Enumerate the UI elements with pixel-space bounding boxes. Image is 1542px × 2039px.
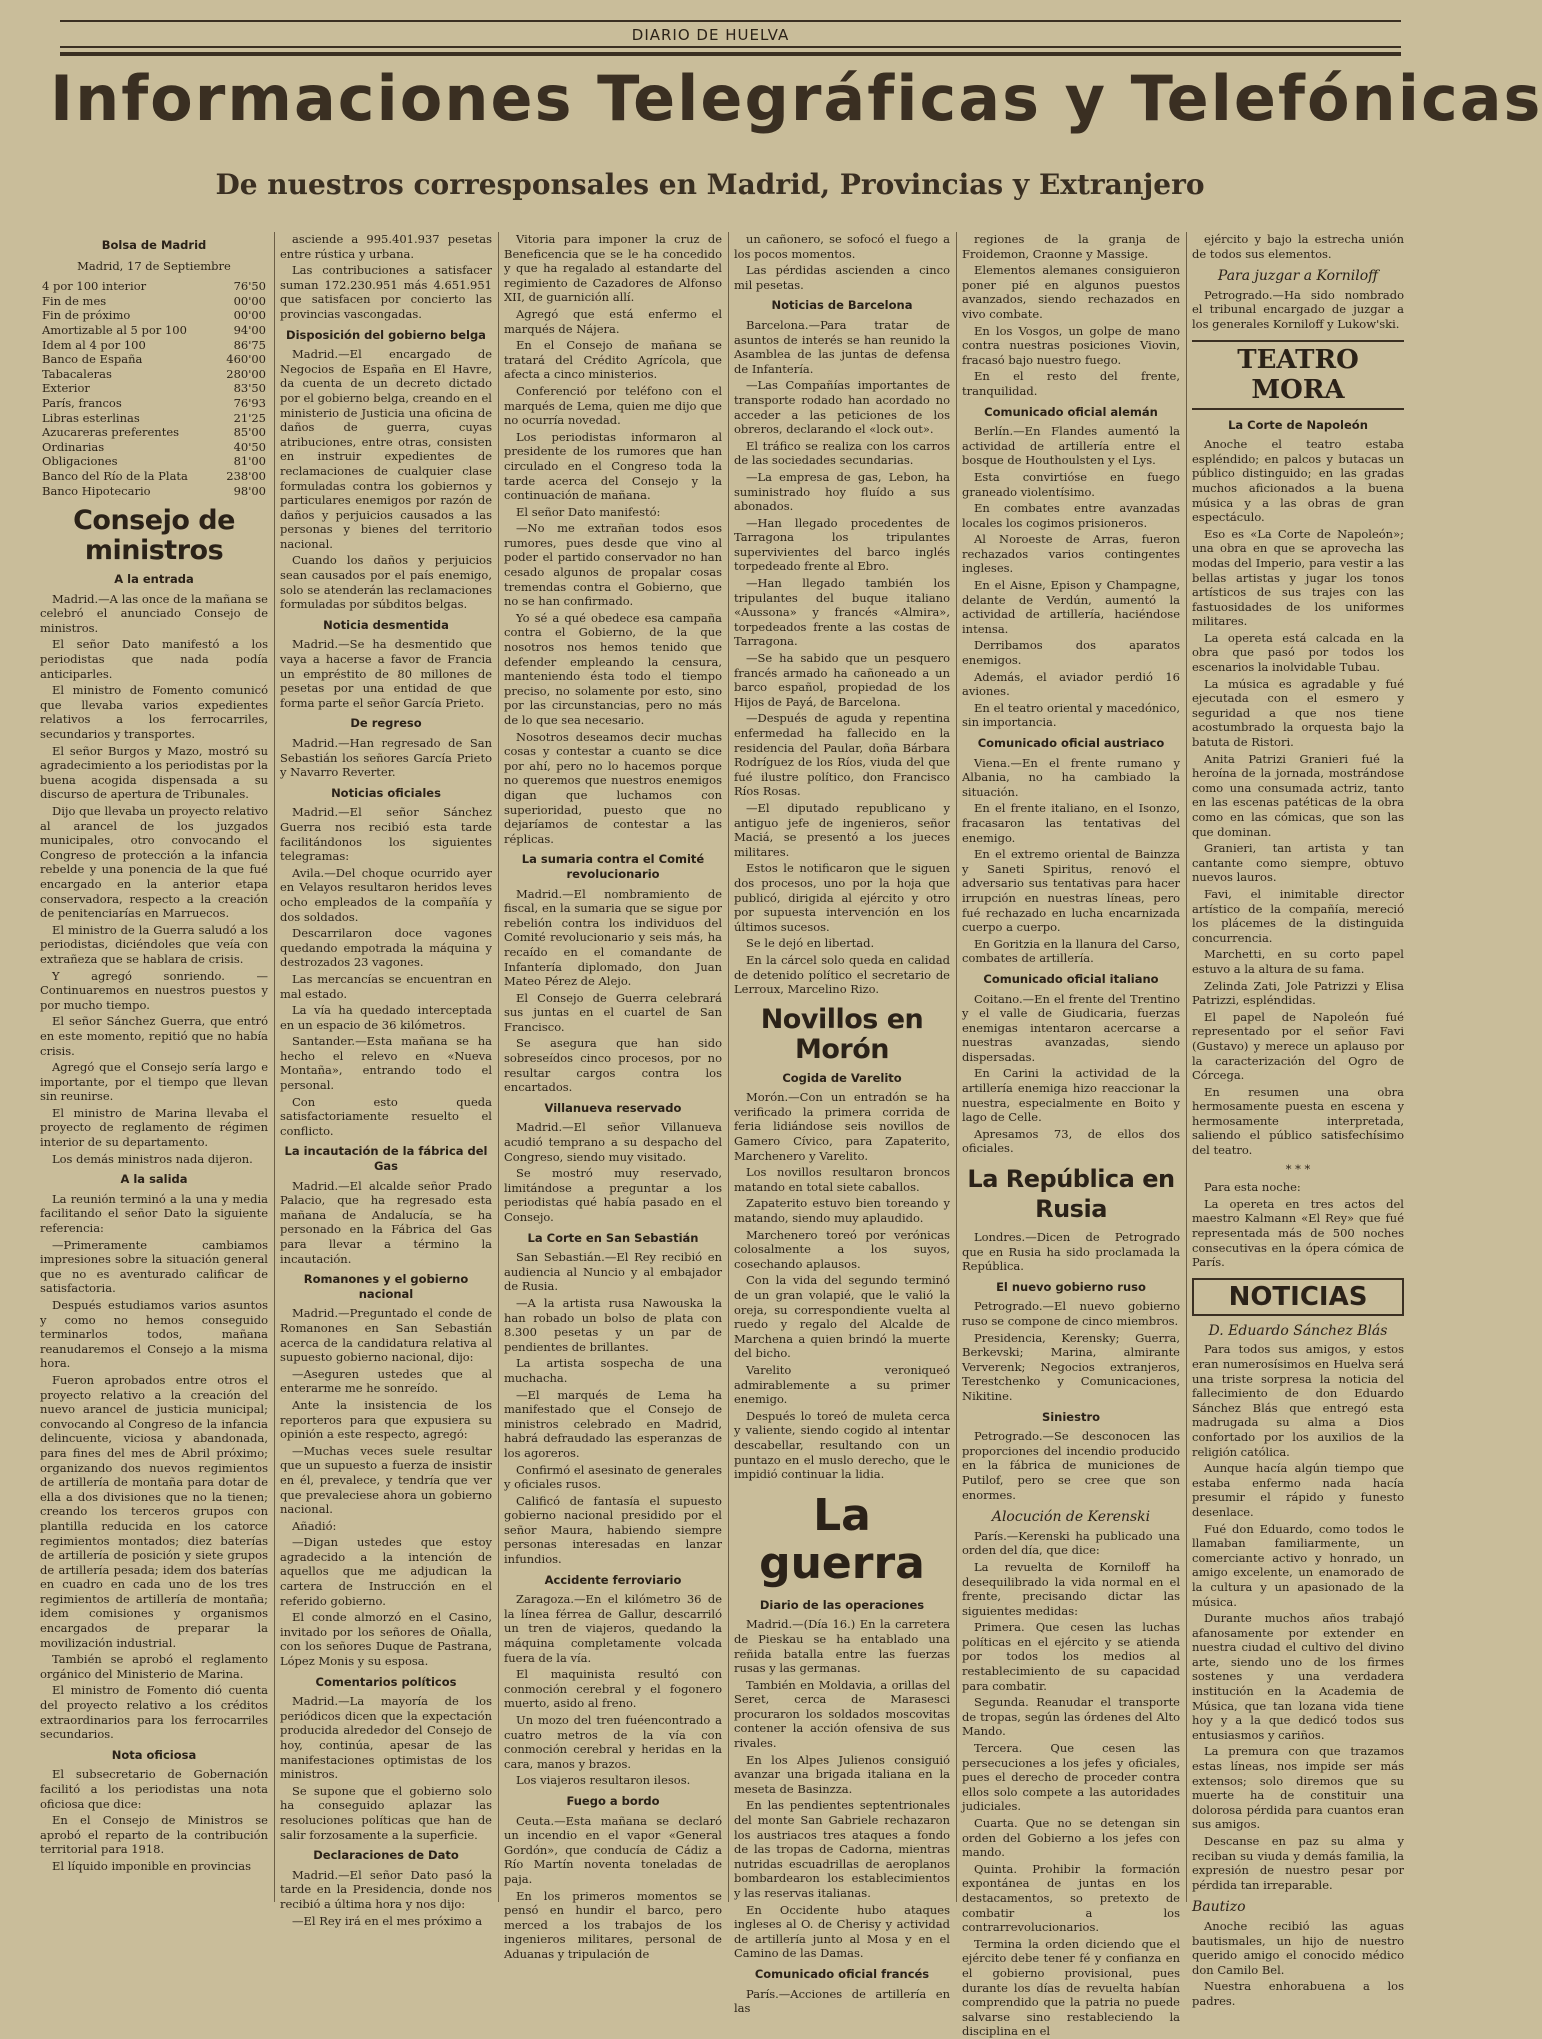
stars-separator: * * * xyxy=(1285,1161,1311,1176)
col1-p7: Y agregó sonriendo. — Continuaremos en nuestros puestos y por mucho tiempo. xyxy=(40,968,268,1012)
col4-p27: París.—Acciones de artillería en las xyxy=(734,1986,950,2016)
col2-p19: Añadió: xyxy=(292,1518,337,1533)
col6-p1: ejército y bajo la estrecha unión de todos sus elementos. xyxy=(1192,232,1404,261)
col1-p13: —Primeramente cambiamos impresiones sobre la situación general que no es aventurado calificar de satisfactoria. xyxy=(40,1237,268,1296)
col3-p19: Confirmó el asesinato de generales y oficiales rusos. xyxy=(504,1462,722,1492)
col2-h6: Romanones y el gobierno nacional xyxy=(303,1272,469,1301)
col6-p22: Anoche recibió las aguas bautismales, un hijo de nuestro querido amigo el conocido médico don Camilo Bel. xyxy=(1192,1918,1404,1977)
stock-value: 00'00 xyxy=(233,293,266,308)
col6-p16: Para todos sus amigos, y estos eran numerosísimos en Huelva será una triste sorpresa la noticia del fallecimiento de don Eduardo Sánchez Blás que entregó esta madrugada su alma a Dios confortado por los auxilios de la religión católica. xyxy=(1192,1342,1404,1459)
col2-p23: Se supone que el gobierno solo ha conseguido aplazar las resoluciones políticas que han de salir forzosamente a la superficie. xyxy=(280,1783,492,1842)
stock-value: 85'00 xyxy=(233,425,266,440)
col6-p5: La opereta está calcada en la obra que pasó por todos los escenarios la inolvidable Tubau. xyxy=(1192,630,1404,675)
column-3 xyxy=(504,232,722,1961)
col2-p25: —El Rey irá en el mes próximo a xyxy=(292,1913,483,1928)
col4-p15: Morón.—Con un entradón se ha verificado la primera corrida de feria lidiándose seis novillos de Gamero Cívico, para Zapaterito, Marchenero y Varelito. xyxy=(734,1090,950,1163)
col5-p18: En Carini la actividad de la artillería enemiga hizo reaccionar la nuestra, especialmente en Boito y lago de Celle. xyxy=(962,1066,1180,1125)
col4-p1: un cañonero, se sofocó el fuego a los pocos momentos. xyxy=(734,232,950,261)
col3-p26: En los primeros momentos se pensó en hundir el barco, pero merced a los trabajos de los ingenieros militares, personal de Aduanas y tripulación de xyxy=(504,1888,722,1961)
col3-p10: Madrid.—El nombramiento de fiscal, en la sumaria que se sigue por rebelión contra los individuos del Comité revolucionario y seis más, ha recaído en el comandante de Infantería diplomado, don Juan Mateo Pérez de Alejo. xyxy=(504,886,722,989)
stock-row xyxy=(40,440,268,455)
stock-value: 94'00 xyxy=(233,322,266,337)
republica-title: La República en Rusia xyxy=(967,1165,1175,1224)
col6-p12: El papel de Napoleón fué representado por el señor Favi (Gustavo) y merece un aplauso por la caracterización del Ogro de Córcega. xyxy=(1192,1009,1404,1083)
col6-h1: La Corte de Napoleón xyxy=(1228,417,1368,432)
col3-p1: Vitoria para imponer la cruz de Beneficencia que se le ha concedido y que ha regalado al estandarte del regimiento de Cazadores de Alfonso XII, de guarnición allí. xyxy=(504,232,722,305)
col4-p16: Los novillos resultaron broncos matando en total siete caballos. xyxy=(734,1165,950,1194)
col5-p5: Berlín.—En Flandes aumentó la actividad de artillería entre el bosque de Houthoulsten y el Lys. xyxy=(962,424,1180,468)
col5-p26: Primera. Que cesen las luchas políticas en el ejército y se atienda por todos los medios al restablecimiento de su capacidad para combatir. xyxy=(962,1620,1180,1693)
col3-p18: —El marqués de Lema ha manifestado que el Consejo de ministros celebrado en Madrid, habrá defraudado las esperanzas de los agoreros. xyxy=(504,1387,722,1460)
col5-p14: En el frente italiano, en el Isonzo, fracasaron las tentativas del enemigo. xyxy=(962,801,1180,845)
col5-h5: Siniestro xyxy=(1041,1409,1101,1424)
col2-p14: Madrid.—El alcalde señor Prado Palacio, que ha regresado esta mañana de Andalucía, se ha personado en la Fábrica del Gas para llevar a término la incautación. xyxy=(280,1178,492,1266)
col5-h1: Comunicado oficial alemán xyxy=(984,404,1158,419)
col3-p2: Agregó que está enfermo el marqués de Nájera. xyxy=(504,306,722,336)
stock-name: Azucareras preferentes xyxy=(42,425,180,440)
col3-p13: Madrid.—El señor Villanueva acudió temprano a su despacho del Congreso, siendo muy visitado. xyxy=(504,1120,722,1164)
col3-h2: Villanueva reservado xyxy=(544,1100,682,1115)
stock-row xyxy=(40,294,268,309)
col3-h5: Fuego a bordo xyxy=(566,1793,660,1808)
col6-p4: Eso es «La Corte de Napoleón»; una obra en que se aprovecha las modas del Imperio, para vestir a las bellas artistas y jugar los tonos artísticos de sus trajes con las fastuosidades de los uniformes militares. xyxy=(1192,526,1404,629)
col5-p29: Cuarta. Que no se detengan sin orden del Gobierno a los jefes con mando. xyxy=(962,1816,1180,1860)
masthead-rule-mid xyxy=(60,46,1401,48)
column-rule xyxy=(1186,232,1187,1902)
stock-row xyxy=(40,425,268,440)
col3-p25: Ceuta.—Esta mañana se declaró un incendio en el vapor «General Gordón», que conducía de Cádiz a Río Martín noventa toneladas de paja. xyxy=(504,1813,722,1886)
col4-p25: En las pendientes septentrionales del monte San Gabriele rechazaron los austriacos tres ataques a fondo de las tropas de Cadorna, mientras nutridas escuadrillas de aeroplanos bombardearon los establecimientos y las reservas italianas. xyxy=(734,1798,950,1900)
stock-row xyxy=(40,308,268,323)
novillos-sub: Cogida de Varelito xyxy=(782,1070,902,1085)
col2-p4: Cuando los daños y perjuicios sean causados por el país enemigo, solo se atenderán las reclamaciones formuladas por súbditos belgas. xyxy=(280,553,492,612)
col3-p9: Nosotros deseamos decir muchas cosas y contestar a cuanto se dice por ahí, pero no lo hacemos porque no queremos que nuestros enemigos digan que luchamos con superioridad, puesto que no dejaríamos de contestar a las réplicas. xyxy=(504,729,722,846)
col1-p14: Después estudiamos varios asuntos y como no hemos conseguido terminarlos todos, mañana reanudaremos el Consejo a la misma hora. xyxy=(40,1298,268,1371)
col2-h8: Declaraciones de Dato xyxy=(313,1848,459,1863)
col4-p14: En la cárcel solo queda en calidad de detenido político el secretario de Lerroux, Marcelino Rizo. xyxy=(734,952,950,997)
stock-value: 238'00 xyxy=(226,468,266,483)
stock-name: Fin de mes xyxy=(42,293,107,308)
col4-p19: Con la vida del segundo terminó de un gran volapié, que le valió la oreja, su correspondiente vuelta al ruedo y regalo del Alcalde de Marchena a quien brindó la muerte del bicho. xyxy=(734,1273,950,1361)
col5-p10: Derribamos dos aparatos enemigos. xyxy=(962,638,1180,668)
col1-p15: Fueron aprobados entre otros el proyecto relativo a la creación del nuevo arancel de justicia municipal; convocando al Congreso de la infancia delincuente, viciosa y abandonada, para fines del mes de Abril próximo; organizando dos nuevos regimientos de artillería de montaña para dotar de ella a dos divisiones que no la tienen; creando los terceros grupos con plantilla reducida en los catorce regimientos montados; diez baterías de artillería de posición y siete grupos de artillería pesada; idem dos baterías en cuadro en cada uno de los tres regimientos de artillería de montaña; idem comisiones y organismos encargados de preparar la movilización industrial. xyxy=(40,1372,268,1650)
stock-value: 76'50 xyxy=(233,279,266,294)
col2-p16: —Aseguren ustedes que al enterarme me he sonreído. xyxy=(280,1366,492,1396)
section-subbanner: De nuestros corresponsales en Madrid, Provincias y Extranjero xyxy=(215,168,1205,201)
col3-p21: Zaragoza.—En el kilómetro 36 de la línea férrea de Gallur, descarriló un tren de viajeros, quedando la máquina completamente volcada fuera de la vía. xyxy=(504,1592,722,1665)
stock-value: 00'00 xyxy=(233,308,266,323)
col6-p13: En resumen una obra hermosamente puesta en escena y hermosamente interpretada, saliendo el público satisfechísimo del teatro. xyxy=(1192,1084,1404,1158)
col6-p20: La premura con que trazamos estas líneas, nos impide ser más extensos; solo diremos que su muerte ha de constituir una dolorosa pérdida para cuantos eran sus amigos. xyxy=(1192,1744,1404,1832)
stock-row xyxy=(40,454,268,469)
col2-p21: El conde almorzó en el Casino, invitado por los señores de Oñalla, con los señores Duque de Pastrana, López Monis y su esposa. xyxy=(280,1610,492,1669)
col3-p11: El Consejo de Guerra celebrará sus juntas en el cuartel de San Francisco. xyxy=(504,990,722,1034)
stock-value: 98'00 xyxy=(233,483,266,498)
col4-p26: En Occidente hubo ataques ingleses al O. de Cherisy y actividad de artillería junto al Mosa y en el Camino de las Damas. xyxy=(734,1902,950,1961)
col4-p3: Barcelona.—Para tratar de asuntos de interés se han reunido la Asamblea de las juntas de defensa de Infantería. xyxy=(734,317,950,376)
col3-p22: El maquinista resultó con conmoción cerebral y el fogonero muerto, asido al freno. xyxy=(504,1667,722,1711)
stock-name: Banco Hipotecario xyxy=(42,483,151,498)
col1-p12: La reunión terminó a la una y media facilitando el señor Dato la siguiente referencia: xyxy=(40,1191,268,1236)
col2-h2: Noticia desmentida xyxy=(323,617,449,632)
stock-name: Banco de España xyxy=(42,352,143,367)
masthead: DIARIO DE HUELVA xyxy=(631,26,790,44)
alocucion-head: Alocución de Kerenski xyxy=(991,1509,1151,1526)
col3-p17: La artista sospecha de una muchacha. xyxy=(504,1356,722,1385)
col2-p17: Ante la insistencia de los reporteros para que expusiera su opinión a este respecto, agregó: xyxy=(280,1397,492,1442)
stock-row xyxy=(40,352,268,367)
col5-h4: El nuevo gobierno ruso xyxy=(996,1279,1146,1294)
column-5 xyxy=(962,232,1180,2039)
col5-p24: París.—Kerenski ha publicado una orden del día, que dice: xyxy=(962,1528,1180,1558)
col5-p27: Segunda. Reanudar el transporte de tropas, según las órdenes del Alto Mando. xyxy=(962,1695,1180,1739)
col4-p8: —Han llegado también los tripulantes del buque italiano «Aussona» y francés «Almira», torpedeados frente a las costas de Tarragona. xyxy=(734,576,950,649)
stock-value: 40'50 xyxy=(233,439,266,454)
col5-p28: Tercera. Que cesen las persecuciones a los jefes y oficiales, pues el derecho de proceder contra ellos solo compete a las autoridades judiciales. xyxy=(962,1741,1180,1814)
col1-p8: El señor Sánchez Guerra, que entró en este momento, repitió que no había crisis. xyxy=(40,1014,268,1058)
col6-p15: La opereta en tres actos del maestro Kalmann «El Rey» que fué representada más de 500 noches consecutivas en la ópera cómica de París. xyxy=(1192,1196,1404,1270)
col4-p5: El tráfico se realiza con los carros de las sociedades secundarias. xyxy=(734,438,950,468)
col4-p20: Varelito veroniqueó admirablemente a su primer enemigo. xyxy=(734,1362,950,1407)
col4-p4: —Las Compañías importantes de transporte rodado han acordado no acceder a las peticiones de los obreros, declarando el «lock out». xyxy=(734,378,950,437)
col6-p6: La música es agradable y fué ejecutada con el esmero y seguridad a que nos tiene acostumbrado la orquesta bajo la batuta de Ristori. xyxy=(1192,676,1404,750)
stock-row xyxy=(40,338,268,353)
korniloff-head: Para juzgar a Korniloff xyxy=(1217,268,1379,285)
col4-p23: También en Moldavia, a orillas del Seret, cerca de Marasesci procuraron los soldados moscovitas contener la acción ofensiva de sus rivales. xyxy=(734,1677,950,1751)
stock-name: París, francos xyxy=(42,395,122,410)
nota-head: Nota oficiosa xyxy=(111,1747,197,1762)
col2-h1: Disposición del gobierno belga xyxy=(286,327,486,342)
col5-p16: En Goritzia en la llanura del Carso, combates de artillería. xyxy=(962,936,1180,966)
col3-p5: Los periodistas informaron al presidente de los rumores que han circulado en el Congreso toda la tarde acerca del Consejo y la continuación de mañana. xyxy=(504,429,722,503)
col1-p4: El señor Burgos y Mazo, mostró su agradecimiento a los periodistas por la buena acogida dispensada a su discurso de apertura de Tribunales. xyxy=(40,743,268,802)
col4-p13: Se le dejó en libertad. xyxy=(746,936,875,951)
stock-value: 76'93 xyxy=(233,395,266,410)
stock-name: Fin de próximo xyxy=(42,308,131,323)
entrada-head: A la entrada xyxy=(114,572,194,587)
col2-p22: Madrid.—La mayoría de los periódicos dicen que la expectación producida alrededor del Consejo de hoy, continúa, apesar de las manifestaciones optimistas de los ministros. xyxy=(280,1694,492,1782)
col2-p15: Madrid.—Preguntado el conde de Romanones en San Sebastián acerca de la candidatura relativa al supuesto gobierno nacional, dijo: xyxy=(280,1306,492,1365)
col4-p2: Las pérdidas ascienden a cinco mil pesetas. xyxy=(734,263,950,292)
col1-p20: El líquido imponible en provincias xyxy=(52,1858,252,1873)
stock-value: 280'00 xyxy=(226,366,266,381)
col4-p24: En los Alpes Julienos consiguió avanzar una brigada italiana en la meseta de Basinzza. xyxy=(734,1752,950,1796)
guerra-title: La guerra xyxy=(759,1489,925,1589)
col3-p7: —No me extrañan todos esos rumores, pues desde que vino al poder el partido conservador no han cesado algunos de propalar cosas tremendas contra el Gobierno, que no se han confirmado. xyxy=(504,521,722,609)
col1-p6: El ministro de la Guerra saludó a los periodistas, diciéndoles que veía con extrañeza que se hablara de crisis. xyxy=(40,922,268,966)
col2-p24: Madrid.—El señor Dato pasó la tarde en la Presidencia, donde nos recibió a última hora y nos dijo: xyxy=(280,1867,492,1911)
stock-row xyxy=(40,411,268,426)
col5-p13: Viena.—En el frente rumano y Albania, no ha cambiado la situación. xyxy=(962,755,1180,799)
section-banner: Informaciones Telegráficas y Telefónicas xyxy=(50,62,1542,135)
col3-p4: Conferenció por teléfono con el marqués de Lema, quien me dijo que no ocurría novedad. xyxy=(504,383,722,428)
col6-p18: Fué don Eduardo, como todos le llamaban familiarmente, un comerciante activo y honrado, un amigo excelente, un enamorado de la cultura y un apasionado de la música. xyxy=(1192,1521,1404,1609)
col6-p11: Zelinda Zati, Jole Patrizzi y Elisa Patrizzi, espléndidas. xyxy=(1192,978,1404,1008)
col5-p20: Londres.—Dicen de Petrogrado que en Rusia ha sido proclamada la República. xyxy=(962,1230,1180,1274)
stock-name: Ordinarias xyxy=(42,439,105,454)
col4-p9: —Se ha sabido que un pesquero francés armado ha cañoneado a un barco español, propiedad de los Hijos de Payá, de Barcelona. xyxy=(734,651,950,709)
col3-p20: Calificó de fantasía el supuesto gobierno nacional presidido por el señor Maura, habiendo siempre personas interesadas en lanzar infundios. xyxy=(504,1493,722,1567)
stock-name: Obligaciones xyxy=(42,454,118,469)
col3-p12: Se asegura que han sido sobreseídos cinco procesos, por no resultar cargos contra los encartados. xyxy=(504,1036,722,1095)
col5-p6: Esta convirtióse en fuego graneado violentísimo. xyxy=(962,469,1180,499)
col2-p8: Avila.—Del choque ocurrido ayer en Velayos resultaron heridos leves ocho empleados de la compañía y dos soldados. xyxy=(280,865,492,924)
stock-name: Amortizable al 5 por 100 xyxy=(42,322,187,337)
col5-p30: Quinta. Prohibir la formación expontánea de juntas en los destacamentos, so pretexto de combatir a los contrarrevolucionarios. xyxy=(962,1861,1180,1935)
col5-p23: Petrogrado.—Se desconocen las proporciones del incendio producido en la fábrica de municiones de Putilof, pero se cree que son enormes. xyxy=(962,1429,1180,1502)
col6-p9: Favi, el inimitable director artístico de la compañía, mereció los plácemes de la distinguida concurrencia. xyxy=(1192,886,1404,945)
col1-p3: El ministro de Fomento comunicó que llevaba varios expedientes relativos a los ferrocarriles, secundarios y transportes. xyxy=(40,683,268,742)
column-6 xyxy=(1192,232,1404,2008)
col3-p24: Los viajeros resultaron ilesos. xyxy=(516,1773,691,1788)
col6-p10: Marchetti, en su corto papel estuvo a la altura de su fama. xyxy=(1192,947,1404,976)
stock-row xyxy=(40,323,268,338)
guerra-sub: Diario de las operaciones xyxy=(759,1597,925,1612)
col2-h7: Comentarios políticos xyxy=(315,1674,457,1689)
col6-p3: Anoche el teatro estaba espléndido; en palcos y butacas un público distinguido; en las gradas muchos aficionados a la buena música y a las obras de gran espectáculo. xyxy=(1192,437,1404,525)
col3-p15: San Sebastián.—El Rey recibió en audiencia al Nuncio y al embajador de Rusia. xyxy=(504,1250,722,1294)
col2-p6: Madrid.—Han regresado de San Sebastián los señores García Prieto y Navarro Reverter. xyxy=(280,736,492,780)
stock-value: 21'25 xyxy=(233,410,266,425)
col2-h4: Noticias oficiales xyxy=(331,785,441,800)
col5-p8: Al Noroeste de Arras, fueron rechazados varios contingentes ingleses. xyxy=(962,532,1180,576)
column-rule xyxy=(728,232,729,1902)
stock-value: 460'00 xyxy=(226,352,266,367)
col5-p17: Coitano.—En el frente del Trentino y el valle de Giudicaria, fuerzas enemigas intentaron acercarse a nuestras avanzadas, siendo dispersadas. xyxy=(962,991,1180,1064)
col3-p3: En el Consejo de mañana se tratará del Crédito Agrícola, que afecta a cinco ministerios. xyxy=(504,338,722,382)
col1-p11: Los demás ministros nada dijeron. xyxy=(52,1151,253,1166)
col3-p6: El señor Dato manifestó: xyxy=(516,504,661,519)
col6-p2: Petrogrado.—Ha sido nombrado el tribunal encargado de juzgar a los generales Korniloff y Lukow'ski. xyxy=(1192,287,1404,331)
stock-name: Idem al 4 por 100 xyxy=(42,337,146,352)
stock-row xyxy=(40,367,268,382)
column-4 xyxy=(734,232,950,2016)
stock-row xyxy=(40,396,268,411)
col2-p7: Madrid.—El señor Sánchez Guerra nos recibió esta tarde facilitándonos los siguientes telegramas: xyxy=(280,805,492,864)
col5-p9: En el Aisne, Epison y Champagne, delante de Verdún, aumentó la actividad de artillería, haciéndose intensa. xyxy=(962,578,1180,636)
bolsa-date: Madrid, 17 de Septiembre xyxy=(77,258,231,273)
blas-head: D. Eduardo Sánchez Blás xyxy=(1208,1322,1388,1339)
col4-h2: Comunicado oficial francés xyxy=(754,1966,930,1981)
col5-p2: Elementos alemanes consiguieron poner pié en algunos puestos avanzados, siendo rechazados en vivo combate. xyxy=(962,263,1180,321)
col1-p10: El ministro de Marina llevaba el proyecto de reglamento de régimen interior de su departamento. xyxy=(40,1105,268,1150)
stock-value: 81'00 xyxy=(233,454,266,469)
col2-p10: Las mercancías se encuentran en mal estado. xyxy=(280,971,492,1001)
consejo-title: Consejo de ministros xyxy=(73,505,235,567)
col4-p18: Marchenero toreó por verónicas colosalmente a los suyos, cosechando aplausos. xyxy=(734,1227,950,1271)
col3-p16: —A la artista rusa Nawouska la han robado un bolso de plata con 8.300 pesetas y un par de pendientes de brillantes. xyxy=(504,1295,722,1354)
column-rule xyxy=(956,232,957,1902)
col2-p5: Madrid.—Se ha desmentido que vaya a hacerse a favor de Francia un empréstito de 80 millones de pesetas por una entidad de que forma parte el señor García Prieto. xyxy=(280,637,492,710)
col3-p23: Un mozo del tren fuéencontrado a cuatro metros de la vía con conmoción cerebral y heridas en la cara, manos y brazos. xyxy=(504,1713,722,1771)
col3-h4: Accidente ferroviario xyxy=(544,1572,682,1587)
stock-name: Exterior xyxy=(42,381,90,396)
col1-p19: En el Consejo de Ministros se aprobó el reparto de la contribución territorial para 1918. xyxy=(40,1813,268,1857)
column-rule xyxy=(274,232,275,1902)
col5-h2: Comunicado oficial austriaco xyxy=(977,736,1165,750)
col4-p21: Después lo toreó de muleta cerca y valiente, siendo cogido al intentar descabellar, resultando con un puntazo en el muslo derecho, que le impidió continuar la lidia. xyxy=(734,1408,950,1482)
col5-p19: Apresamos 73, de ellos dos oficiales. xyxy=(962,1126,1180,1156)
col6-p17: Aunque hacía algún tiempo que estaba enfermo nada hacía presumir el rápido y funesto desenlace. xyxy=(1192,1461,1404,1519)
stock-value: 83'50 xyxy=(233,381,266,396)
stock-name: 4 por 100 interior xyxy=(42,279,147,294)
col2-h5: La incautación de la fábrica del Gas xyxy=(284,1144,488,1174)
col5-p12: En el teatro oriental y macedónico, sin importancia. xyxy=(962,700,1180,730)
col3-p14: Se mostró muy reservado, limitándose a preguntar a los periodistas qué había pasado en el Consejo. xyxy=(504,1166,722,1224)
col4-p7: —Han llegado procedentes de Tarragona los tripulantes supervivientes del barco inglés torpedeado frente al Ebro. xyxy=(734,515,950,574)
col2-h3: De regreso xyxy=(350,716,422,731)
col6-p7: Anita Patrizi Granieri fué la heroína de la jornada, mostrándose como una consumada actriz, tanto en las escenas patéticas de la obra como en las cómicas, que son las que dominan. xyxy=(1192,751,1404,839)
stock-row xyxy=(40,484,268,499)
masthead-rule-top xyxy=(60,20,1401,22)
stock-name: Banco del Río de la Plata xyxy=(42,468,188,483)
col6-p19: Durante muchos años trabajó afanosamente por extender en nuestra ciudad el cultivo del divino arte, siendo uno de los firmes sostenes y una verdadera institución en la Academia de Música, que tan lozana vida tiene hoy y a la que dedicó todos sus entusiasmos y cariños. xyxy=(1192,1611,1404,1742)
col5-p22: Presidencia, Kerensky; Guerra, Berkevski; Marina, almirante Ververenk; Negocios extranjeros, Terestchenko y Comunicaciones, Nikitine. xyxy=(962,1330,1180,1403)
col5-p1: regiones de la granja de Froidemon, Craonne y Massige. xyxy=(962,232,1180,261)
col1-p9: Agregó que el Consejo sería largo e importante, por el tiempo que llevan sin reunirse. xyxy=(40,1060,268,1104)
bautizo-head: Bautizo xyxy=(1192,1899,1246,1916)
col2-p2: Las contribuciones a satisfacer suman 172.230.951 más 4.651.951 que satisfacen por concierto las provincias vascongadas. xyxy=(280,263,492,321)
col5-h3: Comunicado oficial italiano xyxy=(983,971,1159,986)
col5-p7: En combates entre avanzadas locales los cogimos prisioneros. xyxy=(962,501,1180,530)
stock-value: 86'75 xyxy=(233,337,266,352)
col4-p10: —Después de aguda y repentina enfermedad ha fallecido en la residencia del Paular, doña Bárbara Rodríguez de los Ríos, viuda del que fué ilustre político, don Francisco Ríos Rosas. xyxy=(734,711,950,799)
salida-head: A la salida xyxy=(120,1172,188,1187)
bolsa-title: Bolsa de Madrid xyxy=(101,238,207,252)
col1-p5: Dijo que llevaba un proyecto relativo al arancel de los juzgados municipales, otro convocando el Congreso de protección a la infancia rebelde y una ponencia de la que fué encargado en la anterior etapa conservadora, respecto a la creación de penitenciarías en Marruecos. xyxy=(40,804,268,921)
col1-p17: El ministro de Fomento dió cuenta del proyecto relativo a los créditos extraordinarios para los ferrocarriles secundarios. xyxy=(40,1683,268,1742)
column-rule xyxy=(498,232,499,1902)
col4-h1: Noticias de Barcelona xyxy=(771,298,913,313)
col5-p4: En el resto del frente, tranquilidad. xyxy=(962,369,1180,398)
col4-p12: Estos le notificaron que le siguen dos procesos, uno por la hoja que publicó, dirigida al ejército y otro por supuesta intervención en los últimos sucesos. xyxy=(734,861,950,934)
novillos-title: Novillos en Morón xyxy=(760,1003,924,1065)
col4-p17: Zapaterito estuvo bien toreando y matando, siendo muy aplaudido. xyxy=(734,1196,950,1226)
col4-p22: Madrid.—(Día 16.) En la carretera de Pieskau se ha entablado una reñida batalla entre las fuerzas rusas y las germanas. xyxy=(734,1617,950,1676)
col6-p8: Granieri, tan artista y tan cantante como siempre, obtuvo nuevos lauros. xyxy=(1192,841,1404,885)
column-2 xyxy=(280,232,492,1928)
col5-p3: En los Vosgos, un golpe de mano contra nuestras posiciones Viovin, fracasó bajo nuestro fuego. xyxy=(962,323,1180,367)
col1-p1: Madrid.—A las once de la mañana se celebró el anunciado Consejo de ministros. xyxy=(40,591,268,635)
masthead-rule-thick xyxy=(60,52,1401,56)
col2-p13: Con esto queda satisfactoriamente resuelto el conflicto. xyxy=(280,1094,492,1138)
col2-p1: asciende a 995.401.937 pesetas entre rústica y urbana. xyxy=(280,232,492,261)
col6-p23: Nuestra enhorabuena a los padres. xyxy=(1192,1979,1404,2008)
column-1 xyxy=(40,232,268,1912)
col1-p18: El subsecretario de Gobernación facilitó a los periodistas una nota oficiosa que dice: xyxy=(40,1767,268,1811)
col3-p8: Yo sé a qué obedece esa campaña contra el Gobierno, de la que nosotros nos hemos tenido que defender empleando la censura, manteniendo ésta todo el tiempo preciso, no solamente por esto, sino por las circunstancias, pero no más de lo que sea necesario. xyxy=(504,610,722,727)
stock-list xyxy=(40,279,268,498)
stock-row xyxy=(40,279,268,294)
noticias-title: NOTICIAS xyxy=(1192,1278,1404,1316)
col4-p6: —La empresa de gas, Lebon, ha suministrado hoy fluído a sus abonados. xyxy=(734,469,950,514)
col2-p18: —Muchas veces suele resultar que un supuesto a fuerza de insistir en él, prevalece, y tendría que ver que prevaleciese ahora un gobierno nacional. xyxy=(280,1443,492,1517)
stock-row xyxy=(40,381,268,396)
col2-p9: Descarrilaron doce vagones quedando empotrada la máquina y destrozados 23 vagones. xyxy=(280,926,492,970)
stock-name: Libras esterlinas xyxy=(42,410,140,425)
col6-p21: Descanse en paz su alma y reciban su viuda y demás familia, la expresión de nuestro pesar por pérdida tan irreparable. xyxy=(1192,1834,1404,1892)
col3-h3: La Corte en San Sebastián xyxy=(527,1230,699,1245)
col2-p20: —Digan ustedes que estoy agradecido a la intención de aquellos que me adjudican la cartera de Instrucción en el referido gobierno. xyxy=(280,1535,492,1608)
col2-p11: La vía ha quedado interceptada en un espacio de 36 kilómetros. xyxy=(280,1003,492,1032)
stock-name: Tabacaleras xyxy=(42,366,112,381)
stock-row xyxy=(40,469,268,484)
col2-p3: Madrid.—El encargado de Negocios de España en El Havre, da cuenta de un decreto dictado por el gobierno belga, creando en el ministerio de Justicia una oficina de daños de guerra, cuyas atribuciones, entre otras, consisten en instruir expedientes de reclamaciones de cualquier clase formuladas contra los gobiernos y particulares enemigos por razón de daños y perjuicios causados a las personas y bienes del territorio nacional. xyxy=(280,347,492,551)
col4-p11: —El diputado republicano y antiguo jefe de ingenieros, señor Maciá, se presentó a los jueces militares. xyxy=(734,800,950,859)
col3-h1: La sumaria contra el Comité revolucionario xyxy=(521,852,705,881)
col2-p12: Santander.—Esta mañana se ha hecho el relevo en «Nueva Montaña», entrando todo el personal. xyxy=(280,1034,492,1093)
col5-p25: La revuelta de Korniloff ha desequilibrado la vida normal en el frente, precisando dictar las siguientes medidas: xyxy=(962,1559,1180,1618)
col5-p21: Petrogrado.—El nuevo gobierno ruso se compone de cinco miembros. xyxy=(962,1299,1180,1328)
col5-p11: Además, el aviador perdió 16 aviones. xyxy=(962,669,1180,699)
col1-p16: También se aprobó el reglamento orgánico del Ministerio de Marina. xyxy=(40,1652,268,1681)
col5-p31: Termina la orden diciendo que el ejército debe tener fé y confianza en el gobierno provisional, pues durante los días de revuelta habían comprendido que la patria no puede salvarse sino restableciendo la disciplina en el xyxy=(962,1936,1180,2039)
col6-p14: Para esta noche: xyxy=(1204,1180,1301,1195)
teatro-title: TEATRO MORA xyxy=(1192,340,1404,410)
col5-p15: En el extremo oriental de Bainzza y Saneti Spiritus, renovó el adversario sus tentativas para hacer irrupción en nuestras líneas, pero fué rechazado en lucha encarnizada cuerpo a cuerpo. xyxy=(962,847,1180,935)
col1-p2: El señor Dato manifestó a los periodistas que nada podía anticiparles. xyxy=(40,637,268,681)
